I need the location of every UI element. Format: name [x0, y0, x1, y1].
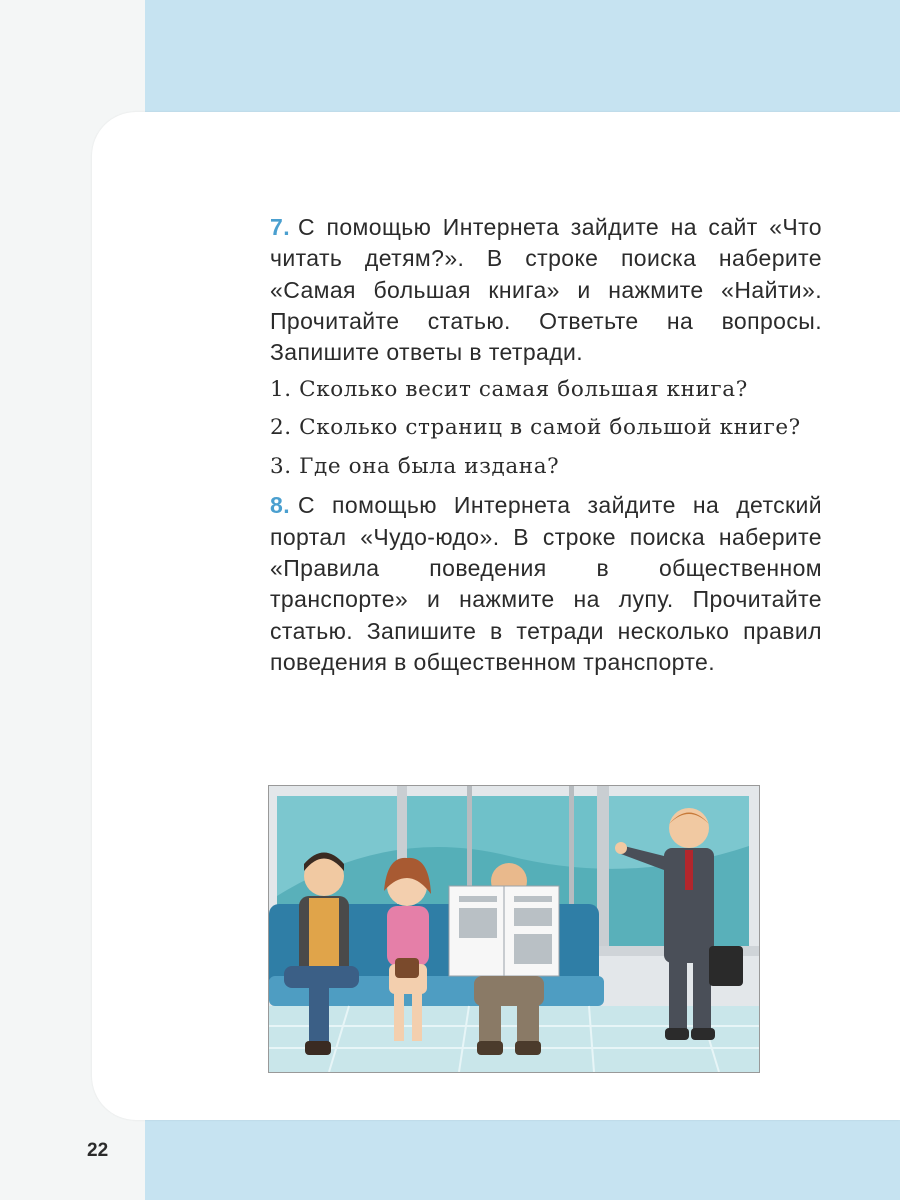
task-8-number: 8.	[270, 492, 290, 519]
task-7-text: С помощью Интернета зайдите на сайт «Что читать детям?». В строке поиска наберите «Самая большая книга» и нажмите «Найти». Прочитайте статью. Ответьте на вопросы. Запишите ответы в тетради.	[270, 214, 822, 366]
subway-scene-icon	[269, 786, 759, 1072]
page-content	[270, 212, 822, 678]
task-7	[270, 212, 822, 368]
page-number: 22	[87, 1140, 109, 1161]
question-3: 3. Где она была издана?	[270, 454, 560, 480]
task-8-text: С помощью Интернета зайдите на детский портал «Чудо-юдо». В строке поиска наберите «Правила поведения в общественном транспорте» и нажмите на лупу. Прочитайте статью. Запишите в тетради несколько правил поведения в общественном транспорте.	[270, 492, 822, 675]
task-8	[270, 490, 822, 678]
question-2: 2. Сколько страниц в самой большой книге?	[270, 414, 801, 440]
question-1: 1. Сколько весит самая большая книга?	[270, 377, 748, 403]
task-7-number: 7.	[270, 214, 290, 240]
subway-illustration	[268, 785, 760, 1073]
